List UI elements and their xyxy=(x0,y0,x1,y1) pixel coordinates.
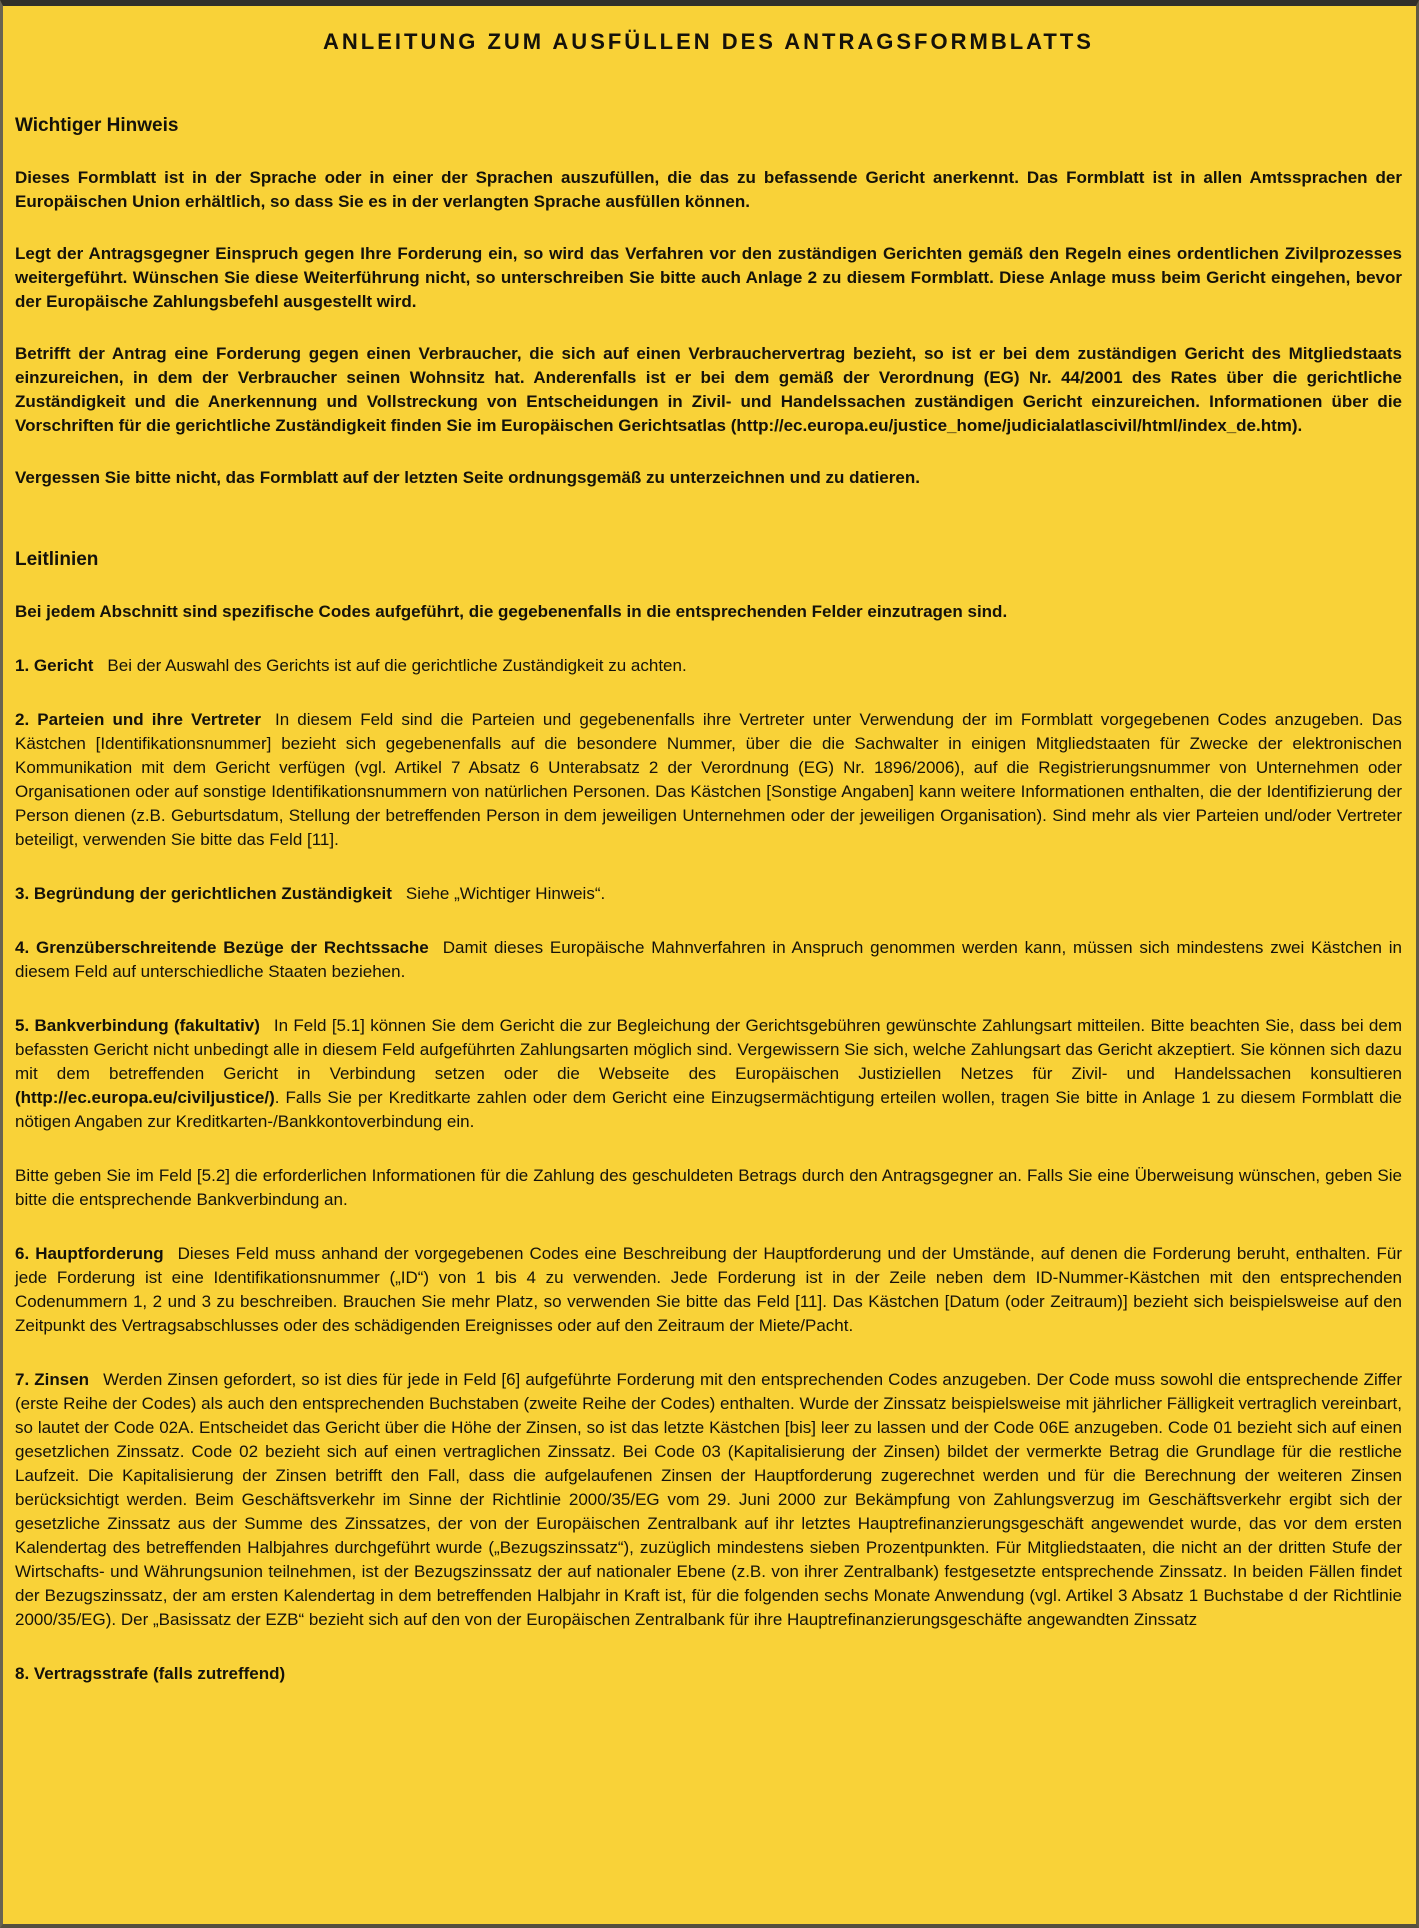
guideline-item-interest-text: Werden Zinsen gefordert, so ist dies für jede in Feld [6] aufgeführte Forderung mit den entsprechenden Codes anzugeben. Der Code muss sowohl die entsprechende Ziffer (erste Reihe der Codes) als auch den entsprechenden Buchstaben (zweite Reihe der Codes) enthalten. Wurde der Zinssatz beispielsweise mit jährlicher Fälligkeit vertraglich vereinbart, so lautet der Code 02A. Entscheidet das Gericht über die Höhe der Zinsen, so ist das letzte Kästchen [bis] leer zu lassen und der Code 06E anzugeben. Code 01 bezieht sich auf einen gesetzlichen Zinssatz. Code 02 bezieht sich auf einen vertraglichen Zinssatz. Bei Code 03 (Kapitalisierung der Zinsen) bildet der vermerkte Betrag die Grundlage für die restliche Laufzeit. Die Kapitalisierung der Zinsen betrifft den Fall, dass die aufgelaufenen Zinsen der Hauptforderung zugerechnet werden und für die Berechnung der weiteren Zinsen berücksichtigt werden. Beim Geschäftsverkehr im Sinne der Richtlinie 2000/35/EG vom 29. Juni 2000 zur Bekämpfung von Zahlungsverzug im Geschäftsverkehr ergibt sich der gesetzliche Zinssatz aus der Summe des Zinssatzes, der von der Europäischen Zentralbank auf ihr letztes Hauptrefinanzierungsgeschäft angewendet wurde, das vor dem ersten Kalendertag des betreffenden Halbjahres durchgeführt wurde („Bezugszinssatz“), zuzüglich mindestens sieben Prozentpunkten. Für Mitgliedstaaten, die nicht an der dritten Stufe der Wirtschafts- und Währungsunion teilnehmen, ist der Bezugszinssatz der auf nationaler Ebene (z.B. von ihrer Zentralbank) festgesetzte entsprechende Zinssatz. In beiden Fällen findet der Bezugszinssatz, der am ersten Kalendertag in dem betreffenden Halbjahr in Kraft ist, für die folgenden sechs Monate Anwendung (vgl. Artikel 3 Absatz 1 Buchstabe d der Richtlinie 2000/35/EG). Der „Basissatz der EZB“ bezieht sich auf den von der Europäischen Zentralbank für ihre Hauptrefinanzierungsgeschäfte angewandten Zinssatz xyxy=(15,1370,1403,1629)
guidelines-heading: Leitlinien xyxy=(15,549,99,570)
important-note-section xyxy=(15,114,1402,490)
important-note-paragraph-4: Vergessen Sie bitte nicht, das Formblatt auf der letzten Seite ordnungsgemäß zu unterzeichnen und zu datieren. xyxy=(15,468,920,487)
guideline-item-jurisdiction-label: 3. Begründung der gerichtlichen Zuständigkeit xyxy=(15,884,392,903)
guideline-item-bank-details-label: 5. Bankverbindung (fakultativ) xyxy=(15,1016,260,1035)
guideline-item-interest xyxy=(15,1368,1402,1632)
guideline-item-principal-claim-label: 6. Hauptforderung xyxy=(15,1244,164,1263)
guideline-item-cross-border-text: Damit dieses Europäische Mahnverfahren in Anspruch genommen werden kann, müssen sich mindestens zwei Kästchen in diesem Feld auf unterschiedliche Staaten beziehen. xyxy=(15,938,1403,981)
page-title: ANLEITUNG ZUM AUSFÜLLEN DES ANTRAGSFORMBLATTS xyxy=(323,29,1094,54)
important-note-paragraph-1: Dieses Formblatt ist in der Sprache oder in einer der Sprachen auszufüllen, die das zu befassende Gericht anerkennt. Das Formblatt ist in allen Amtssprachen der Europäischen Union erhältlich, so dass Sie es in der verlangten Sprache ausfüllen können. xyxy=(15,168,1402,211)
guideline-item-bank-details xyxy=(15,1014,1402,1134)
guidelines-intro: Bei jedem Abschnitt sind spezifische Codes aufgeführt, die gegebenenfalls in die entsprechenden Felder einzutragen sind. xyxy=(15,602,1008,621)
guideline-item-court-text: Bei der Auswahl des Gerichts ist auf die gerichtliche Zuständigkeit zu achten. xyxy=(107,656,687,675)
guideline-item-bank-details-paragraph-2 xyxy=(15,1164,1402,1212)
important-note-paragraph-3: Betrifft der Antrag eine Forderung gegen einen Verbraucher, die sich auf einen Verbrauchervertrag bezieht, so ist er bei dem zuständigen Gericht des Mitgliedstaats einzureichen, in dem der Verbraucher seinen Wohnsitz hat. Anderenfalls ist er bei dem gemäß der Verordnung (EG) Nr. 44/2001 des Rates über die gerichtliche Zuständigkeit und die Anerkennung und Vollstreckung von Entscheidungen in Zivil- und Handelssachen zuständigen Gericht einzureichen. Informationen über die Vorschriften für die gerichtliche Zuständigkeit finden Sie im Europäischen Gerichtsatlas (http://ec.europa.eu/justice_home/judicialatlascivil/html/index_de.htm). xyxy=(15,344,1402,435)
guideline-item-principal-claim-text: Dieses Feld muss anhand der vorgegebenen Codes eine Beschreibung der Hauptforderung und der Umstände, auf denen die Forderung beruht, enthalten. Für jede Forderung ist eine Identifikationsnummer („ID“) von 1 bis 4 zu verwenden. Jede Forderung ist in der Zeile neben dem ID-Nummer-Kästchen mit den entsprechenden Codenummern 1, 2 und 3 zu beschreiben. Brauchen Sie mehr Platz, so verwenden Sie bitte das Feld [11]. Das Kästchen [Datum (oder Zeitraum)] bezieht sich beispielsweise auf den Zeitpunkt des Vertragsabschlusses oder des schädigenden Ereignisses oder auf den Zeitraum der Miete/Pacht. xyxy=(15,1244,1402,1335)
guideline-item-parties-label: 2. Parteien und ihre Vertreter xyxy=(15,710,261,729)
guideline-item-jurisdiction-text: Siehe „Wichtiger Hinweis“. xyxy=(405,884,606,903)
guideline-item-contractual-penalty-label: 8. Vertragsstrafe (falls zutreffend) xyxy=(15,1664,286,1683)
guideline-item-court xyxy=(15,654,1402,678)
guideline-item-jurisdiction xyxy=(15,882,1402,906)
guideline-item-cross-border xyxy=(15,936,1402,984)
guidelines-section xyxy=(15,548,1402,1686)
important-note-paragraph-2: Legt der Antragsgegner Einspruch gegen Ihre Forderung ein, so wird das Verfahren vor den zuständigen Gerichten gemäß den Regeln eines ordentlichen Zivilprozesses weitergeführt. Wünschen Sie diese Weiterführung nicht, so unterschreiben Sie bitte auch Anlage 2 zu diesem Formblatt. Diese Anlage muss beim Gericht eingehen, bevor der Europäische Zahlungsbefehl ausgestellt wird. xyxy=(15,244,1402,311)
guideline-item-contractual-penalty xyxy=(15,1662,1402,1686)
guideline-item-interest-label: 7. Zinsen xyxy=(15,1370,90,1389)
guideline-item-parties xyxy=(15,708,1402,852)
guideline-item-bank-details-text-before-url: In Feld [5.1] können Sie dem Gericht die zur Begleichung der Gerichtsgebühren gewünschte Zahlungsart mitteilen. Bitte beachten Sie, dass bei dem befassten Gericht nicht unbedingt alle in diesem Feld aufgeführten Zahlungsarten möglich sind. Vergewissern Sie sich, welche Zahlungsart das Gericht akzeptiert. Sie können sich dazu mit dem betreffenden Gericht in Verbindung setzen oder die Webseite des Europäischen Justiziellen Netzes für Zivil- und Handelssachen konsultieren xyxy=(15,1016,1402,1083)
guideline-item-bank-details-text-after-url: . Falls Sie per Kreditkarte zahlen oder dem Gericht eine Einzugsermächtigung erteilen wollen, tragen Sie bitte in Anlage 1 zu diesem Formblatt die nötigen Angaben zur Kreditkarten-/Bankkontoverbindung ein. xyxy=(15,1088,1402,1131)
guideline-item-court-label: 1. Gericht xyxy=(15,656,94,675)
guideline-item-cross-border-label: 4. Grenzüberschreitende Bezüge der Rechtssache xyxy=(15,938,429,957)
civil-justice-url: (http://ec.europa.eu/civiljustice/) xyxy=(15,1088,275,1107)
guideline-item-parties-text: In diesem Feld sind die Parteien und gegebenenfalls ihre Vertreter unter Verwendung der im Formblatt vorgegebenen Codes anzugeben. Das Kästchen [Identifikationsnummer] bezieht sich gegebenenfalls auf die besondere Nummer, über die die Sachwalter in einigen Mitgliedstaaten für Zwecke der elektronischen Kommunikation mit dem Gericht verfügen (vgl. Artikel 7 Absatz 6 Unterabsatz 2 der Verordnung (EG) Nr. 1896/2006), auf die Registrierungsnummer von Unternehmen oder Organisationen oder auf sonstige Identifikationsnummern von natürlichen Personen. Das Kästchen [Sonstige Angaben] kann weitere Informationen enthalten, die der Identifizierung der Person dienen (z.B. Geburtsdatum, Stellung der betreffenden Person in dem jeweiligen Unternehmen oder der jeweiligen Organisation). Sind mehr als vier Parteien und/oder Vertreter beteiligt, verwenden Sie bitte das Feld [11]. xyxy=(15,710,1402,849)
guideline-item-bank-details-p2-text: Bitte geben Sie im Feld [5.2] die erforderlichen Informationen für die Zahlung des geschuldeten Betrags durch den Antragsgegner an. Falls Sie eine Überweisung wünschen, geben Sie bitte die entsprechende Bankverbindung an. xyxy=(15,1166,1402,1209)
guideline-item-principal-claim xyxy=(15,1242,1402,1338)
important-note-heading: Wichtiger Hinweis xyxy=(15,115,179,136)
